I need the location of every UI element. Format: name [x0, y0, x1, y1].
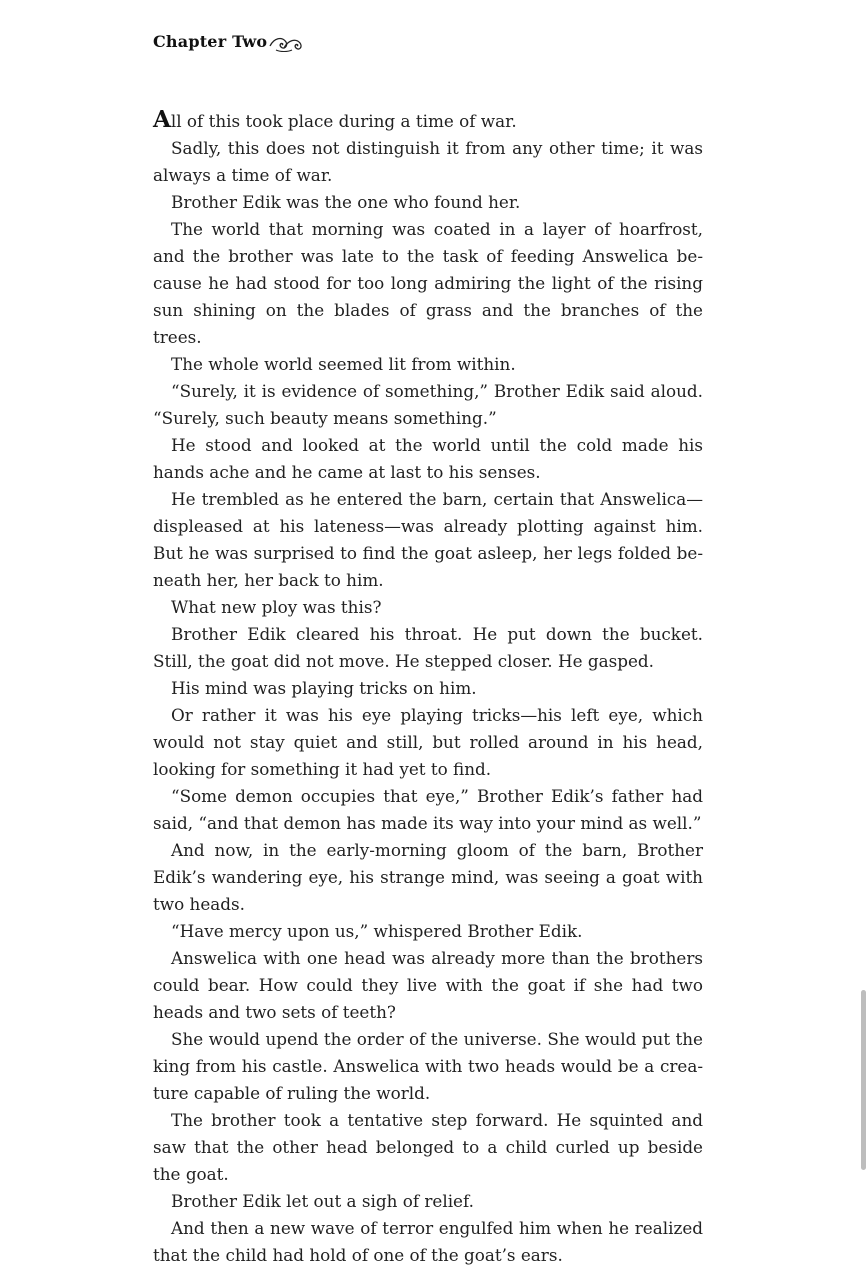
paragraph: Brother Edik let out a sigh of relief. — [171, 1191, 474, 1211]
paragraph: “Some demon occupies that eye,” Brother Edik’s father had said, “and that demon has made its way into your mind as well.” — [153, 786, 703, 833]
paragraph: The world that morning was coated in a layer of hoarfrost, and the brother was late to the task of feeding Answelica because he had stood for too long admiring the light of the rising sun shining on the blades of grass and the branches of the trees. — [153, 219, 703, 347]
paragraph: The whole world seemed lit from within. — [171, 354, 516, 374]
paragraph: And then a new wave of terror engulfed him when he realized that the child had hold of one of the goat’s ears. — [153, 1218, 703, 1265]
paragraph: Brother Edik was the one who found her. — [171, 192, 521, 212]
drop-cap-letter: A — [153, 106, 171, 133]
paragraph: Brother Edik cleared his throat. He put down the bucket. Still, the goat did not move. He stepped closer. He gasped. — [153, 624, 703, 671]
paragraph: He stood and looked at the world until the cold made his hands ache and he came at last to his senses. — [153, 435, 703, 482]
paragraph: What new ploy was this? — [171, 597, 382, 617]
paragraph: She would upend the order of the universe. She would put the king from his castle. Answelica with two heads would be a creature capable of ruling the world. — [153, 1029, 703, 1103]
paragraph: He trembled as he entered the barn, certain that Answelica—displeased at his lateness—was already plotting against him. But he was surprised to find the goat asleep, her legs folded beneath her, her back to him. — [153, 489, 703, 590]
paragraph: Or rather it was his eye playing tricks—his left eye, which would not stay quiet and still, but rolled around in his head, looking for something it had yet to find. — [153, 705, 703, 779]
paragraph: Sadly, this does not distinguish it from any other time; it was always a time of war. — [153, 138, 703, 185]
paragraph: “Surely, it is evidence of something,” Brother Edik said aloud. “Surely, such beauty means something.” — [153, 381, 703, 428]
vertical-scrollbar[interactable] — [861, 990, 866, 1170]
paragraph: And now, in the early-morning gloom of the barn, Brother Edik’s wandering eye, his strange mind, was seeing a goat with two heads. — [153, 840, 703, 914]
chapter-body-text — [153, 106, 703, 1269]
paragraph: Answelica with one head was already more than the brothers could bear. How could they live with the goat if she had two heads and two sets of teeth? — [153, 948, 703, 1022]
paragraph: The brother took a tentative step forward. He squinted and saw that the other head belonged to a child curled up beside the goat. — [153, 1110, 703, 1184]
first-paragraph — [153, 106, 703, 135]
paragraph: “Have mercy upon us,” whispered Brother Edik. — [171, 921, 583, 941]
running-head — [153, 28, 306, 54]
paragraph: His mind was playing tricks on him. — [171, 678, 477, 698]
chapter-title: Chapter Two — [153, 31, 268, 51]
first-paragraph-text: ll of this took place during a time of war. — [170, 111, 517, 131]
scroll-ornament-icon — [268, 32, 306, 54]
